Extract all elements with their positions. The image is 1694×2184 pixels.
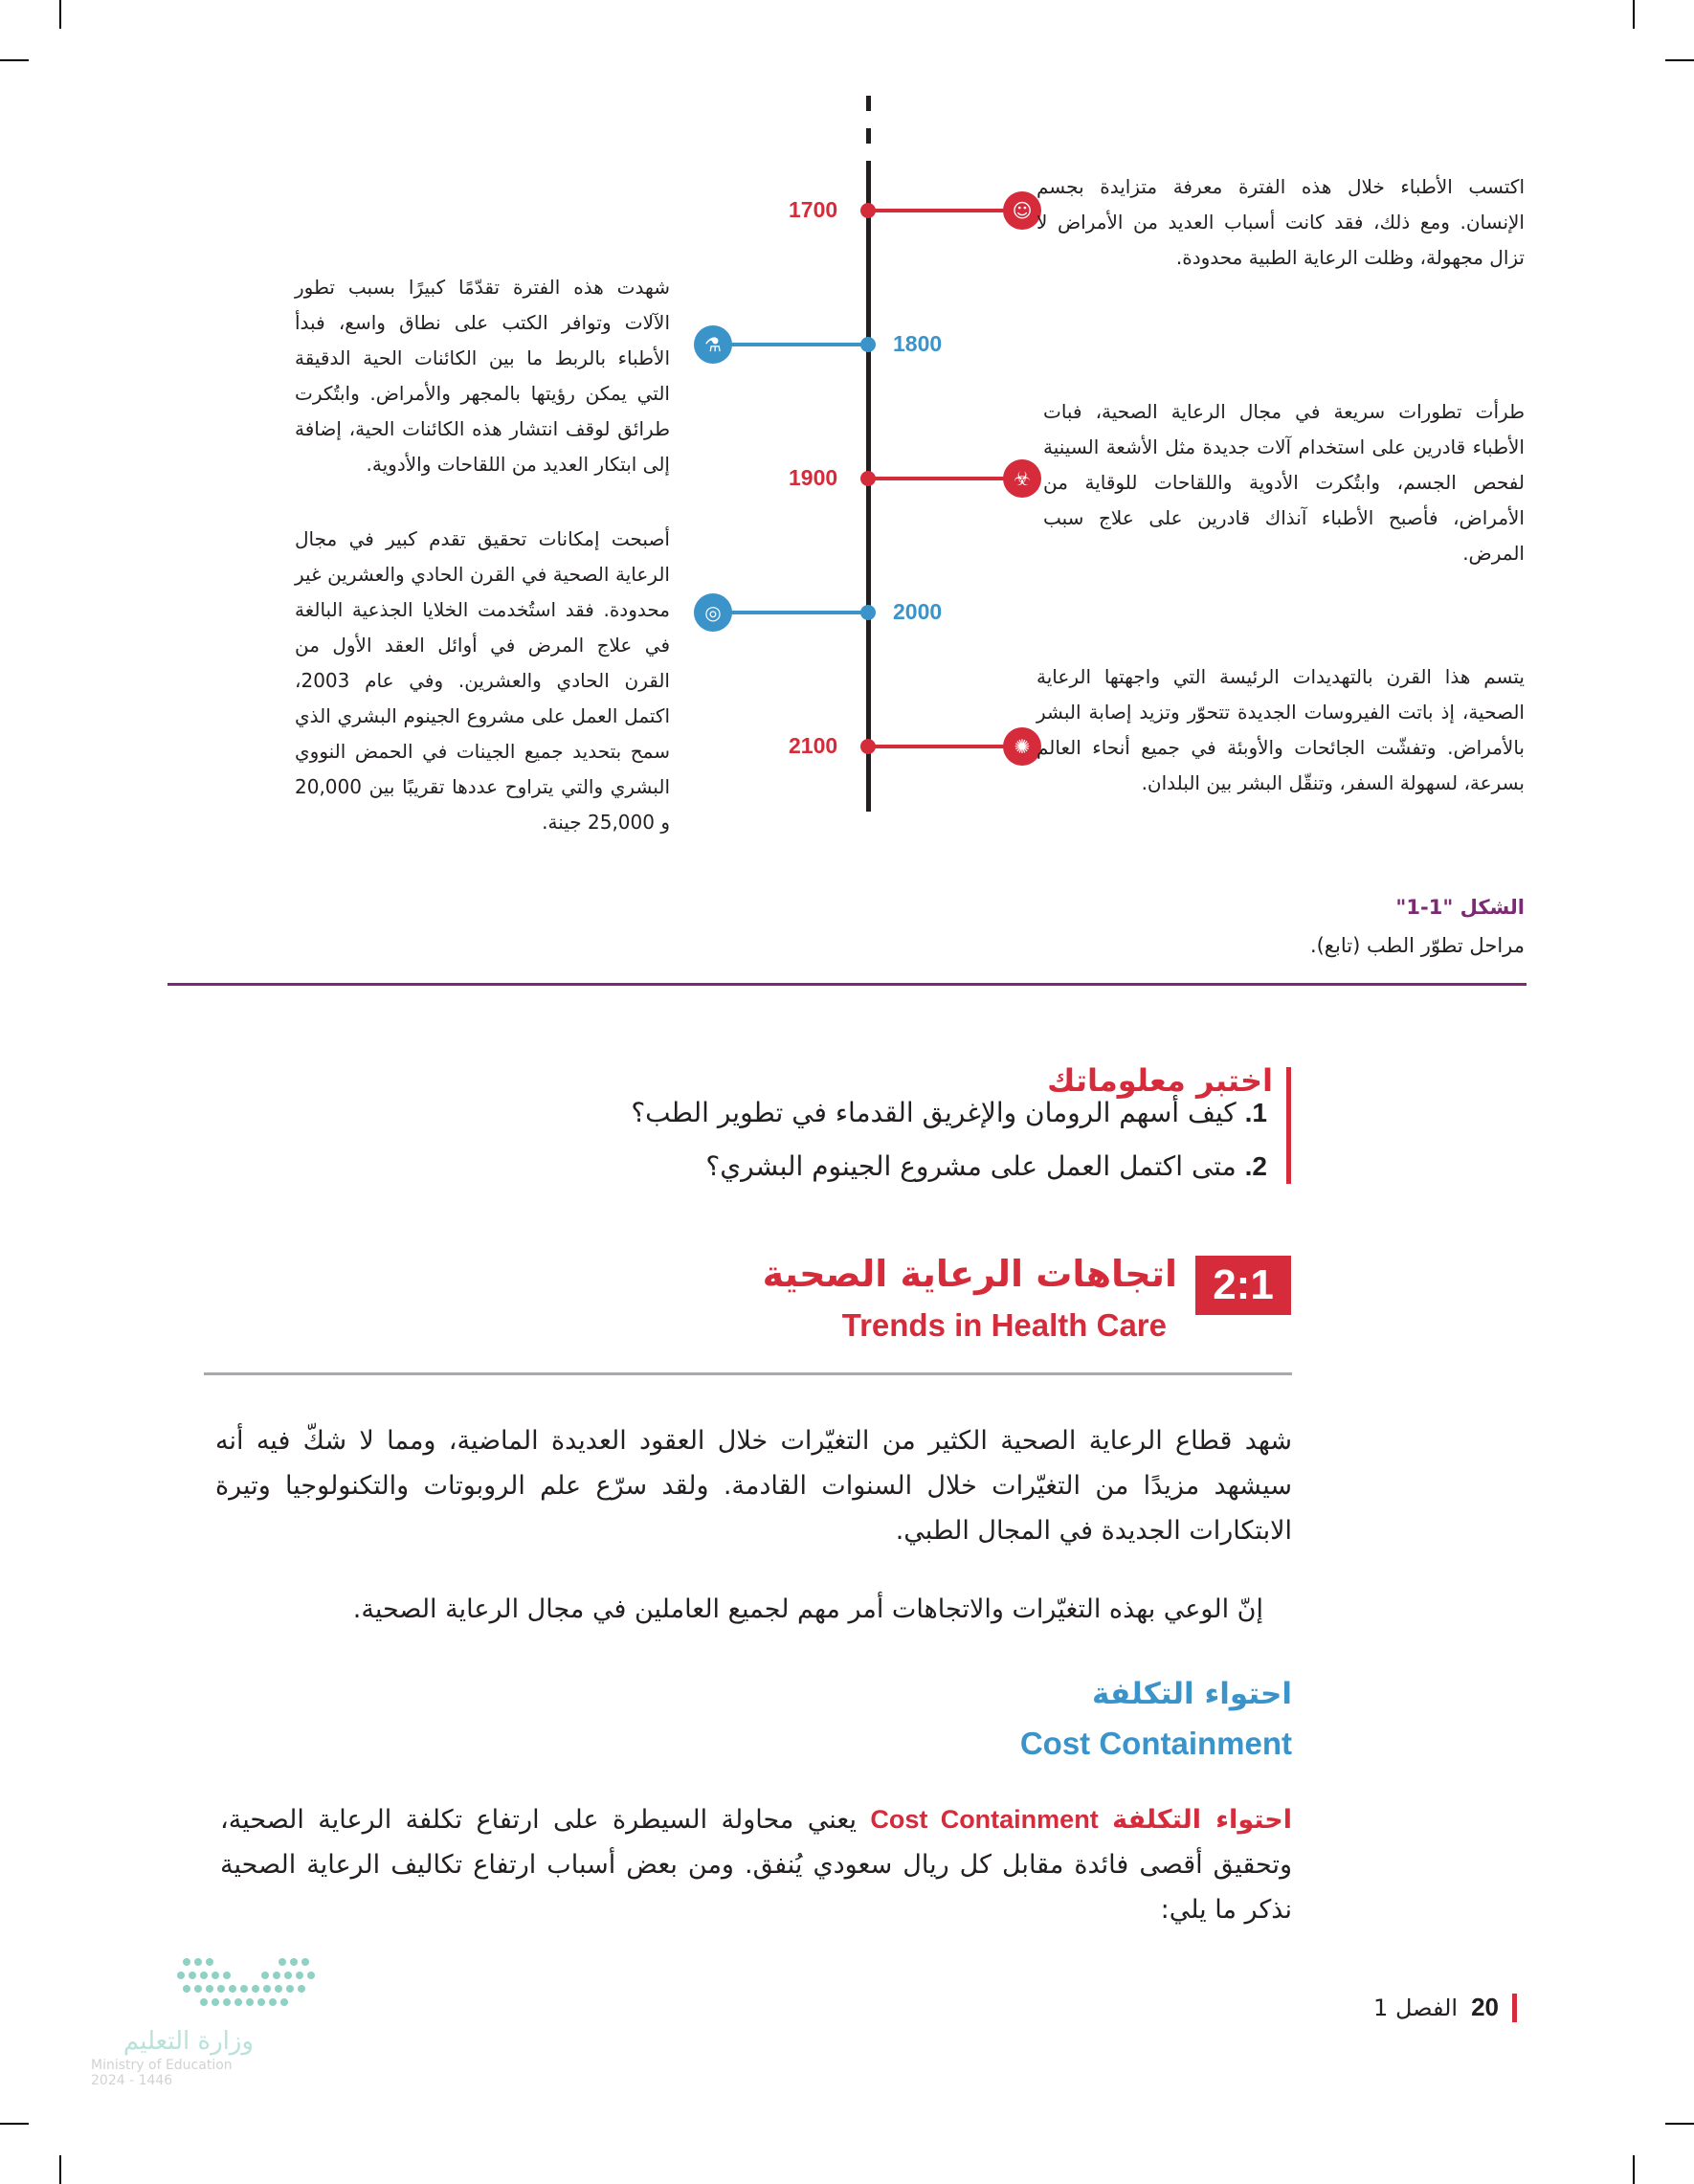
quiz-question [705, 1150, 1267, 1182]
timeline-axis [866, 161, 871, 812]
crop-mark [59, 0, 61, 29]
timeline-dot [860, 739, 876, 754]
page-footer [1373, 1993, 1517, 2022]
crop-mark [1665, 59, 1694, 61]
figure-title: الشكل "1-1" [1395, 896, 1525, 919]
quiz-title: اختبر معلوماتك [1047, 1062, 1273, 1099]
timeline-year: 1900 [789, 465, 838, 490]
body-paragraph: شهد قطاع الرعاية الصحية الكثير من التغيّرات خلال العقود العديدة الماضية، ومما لا شكّ فيه أنه سيشهد مزيدًا من التغيّرات خلال السنوات القادمة. ولقد سرّع علم الروبوتات والتكنولوجيا وتيرة الابتكارات الجديدة في المجال الطبي. [215, 1426, 1292, 1546]
term-definition: يعني محاولة السيطرة على ارتفاع تكلفة الرعاية الصحية، وتحقيق أقصى فائدة مقابل كل ريال سعودي يُنفق. ومن بعض أسباب ارتفاع تكاليف الرعاية الصحية نذكر ما يلي: [220, 1805, 1292, 1925]
timeline-axis-dash [866, 96, 871, 111]
timeline-dot [860, 605, 876, 620]
timeline-connector [714, 343, 867, 346]
quiz-question-text: متى اكتمل العمل على مشروع الجينوم البشري؟ [705, 1150, 1237, 1182]
timeline-dot [860, 471, 876, 486]
crop-mark [0, 59, 29, 61]
timeline-axis-dash [866, 128, 871, 144]
quiz-question-text: كيف أسهم الرومان والإغريق القدماء في تطوير الطب؟ [631, 1097, 1237, 1128]
body-paragraph: إنّ الوعي بهذه التغيّرات والاتجاهات أمر مهم لجميع العاملين في مجال الرعاية الصحية. [352, 1594, 1263, 1624]
logo-name-en: Ministry of Education [91, 2058, 233, 2073]
divider [204, 1372, 1292, 1375]
timeline-year: 2100 [789, 733, 838, 758]
timeline-connector [714, 611, 867, 614]
section-number: 2:1 [1195, 1256, 1291, 1315]
timeline-connector [868, 209, 1019, 212]
biohazard-icon: ☣ [1003, 459, 1041, 498]
crop-mark [1665, 2123, 1694, 2125]
virus-icon: ✺ [1003, 727, 1041, 766]
microscope-icon: ⚗ [694, 325, 732, 364]
term-en: Cost Containment [870, 1805, 1099, 1834]
timeline-dot [860, 337, 876, 352]
chapter-label: الفصل 1 [1373, 1994, 1459, 2021]
logo-year: 2024 - 1446 [91, 2073, 173, 2088]
timeline-text: يتسم هذا القرن بالتهديدات الرئيسة التي واجهتها الرعاية الصحية، إذ باتت الفيروسات الجديدة تتحوّر وتزيد إصابة البشر بالأمراض. وتفشّت الجائحات والأوبئة في جميع أنحاء العالم بسرعة، لسهولة السفر، وتنقّل البشر بين البلدان. [1036, 665, 1525, 794]
subsection-title-ar: احتواء التكلفة [1091, 1677, 1292, 1711]
fingerprint-icon: ◎ [694, 593, 732, 632]
quiz-question-number: 2. [1244, 1151, 1267, 1181]
timeline-text: طرأت تطورات سريعة في مجال الرعاية الصحية، فبات الأطباء قادرين على استخدام آلات جديدة مثل الأشعة السينية لفحص الجسم، وابتُكرت الأدوية واللقاحات للوقاية من الأمراض، فأصبح الأطباء آنذاك قادرين على علاج سبب المرض. [1043, 400, 1525, 565]
section-title-ar: اتجاهات الرعاية الصحية [762, 1253, 1177, 1295]
subsection-title-en: Cost Containment [1019, 1726, 1292, 1761]
timeline-text: شهدت هذه الفترة تقدّمًا كبيرًا بسبب تطور الآلات وتوافر الكتب على نطاق واسع، فبدأ الأطباء بالربط ما بين الكائنات الحية الدقيقة التي يمكن رؤيتها بالمجهر والأمراض. وابتُكرت طرائق لوقف انتشار هذه الكائنات الحية، إضافة إلى ابتكار العديد من اللقاحات والأدوية. [295, 276, 670, 476]
crop-mark [1633, 2155, 1635, 2184]
timeline-text: أصبحت إمكانات تحقيق تقدم كبير في مجال الرعاية الصحية في القرن الحادي والعشرين غير محدودة. فقد استُخدمت الخلايا الجذعية البالغة في علاج المرض في أوائل العقد الأول من القرن الحادي والعشرين. وفي عام 2003، اكتمل العمل على مشروع الجينوم البشري الذي سمح بتحديد جميع الجينات في الحمض النووي البشري والتي يتراوح عددها تقريبًا بين 20,000 و 25,000 جينة. [295, 527, 670, 834]
crop-mark [59, 2155, 61, 2184]
timeline-connector [868, 745, 1019, 748]
section-title-en: Trends in Health Care [841, 1307, 1167, 1343]
quiz-question [631, 1097, 1267, 1128]
divider [167, 983, 1527, 986]
crop-mark [1633, 0, 1635, 29]
quiz-accent-bar [1286, 1067, 1291, 1184]
timeline-dot [860, 203, 876, 218]
ministry-logo [91, 1952, 340, 2096]
timeline-text: اكتسب الأطباء خلال هذه الفترة معرفة متزايدة بجسم الإنسان. ومع ذلك، فقد كانت أسباب العديد من الأمراض لا تزال مجهولة، وظلت الرعاية الطبية محدودة. [1036, 175, 1525, 269]
figure-caption: مراحل تطوّر الطب (تابع). [1309, 934, 1525, 957]
quiz-question-number: 1. [1244, 1098, 1267, 1127]
logo-dots [91, 1952, 340, 2019]
crop-mark [0, 2123, 29, 2125]
timeline-year: 1800 [893, 331, 943, 356]
footer-accent-bar [1512, 1994, 1517, 2022]
timeline-year: 2000 [893, 599, 943, 624]
head-icon: ☺ [1003, 191, 1041, 230]
timeline-connector [868, 477, 1019, 480]
logo-name-ar: وزارة التعليم [123, 2027, 254, 2056]
body-paragraph [220, 1797, 1292, 1932]
page-number: 20 [1471, 1993, 1499, 2021]
term-ar: احتواء التكلفة [1112, 1805, 1292, 1835]
timeline-year: 1700 [789, 197, 838, 222]
